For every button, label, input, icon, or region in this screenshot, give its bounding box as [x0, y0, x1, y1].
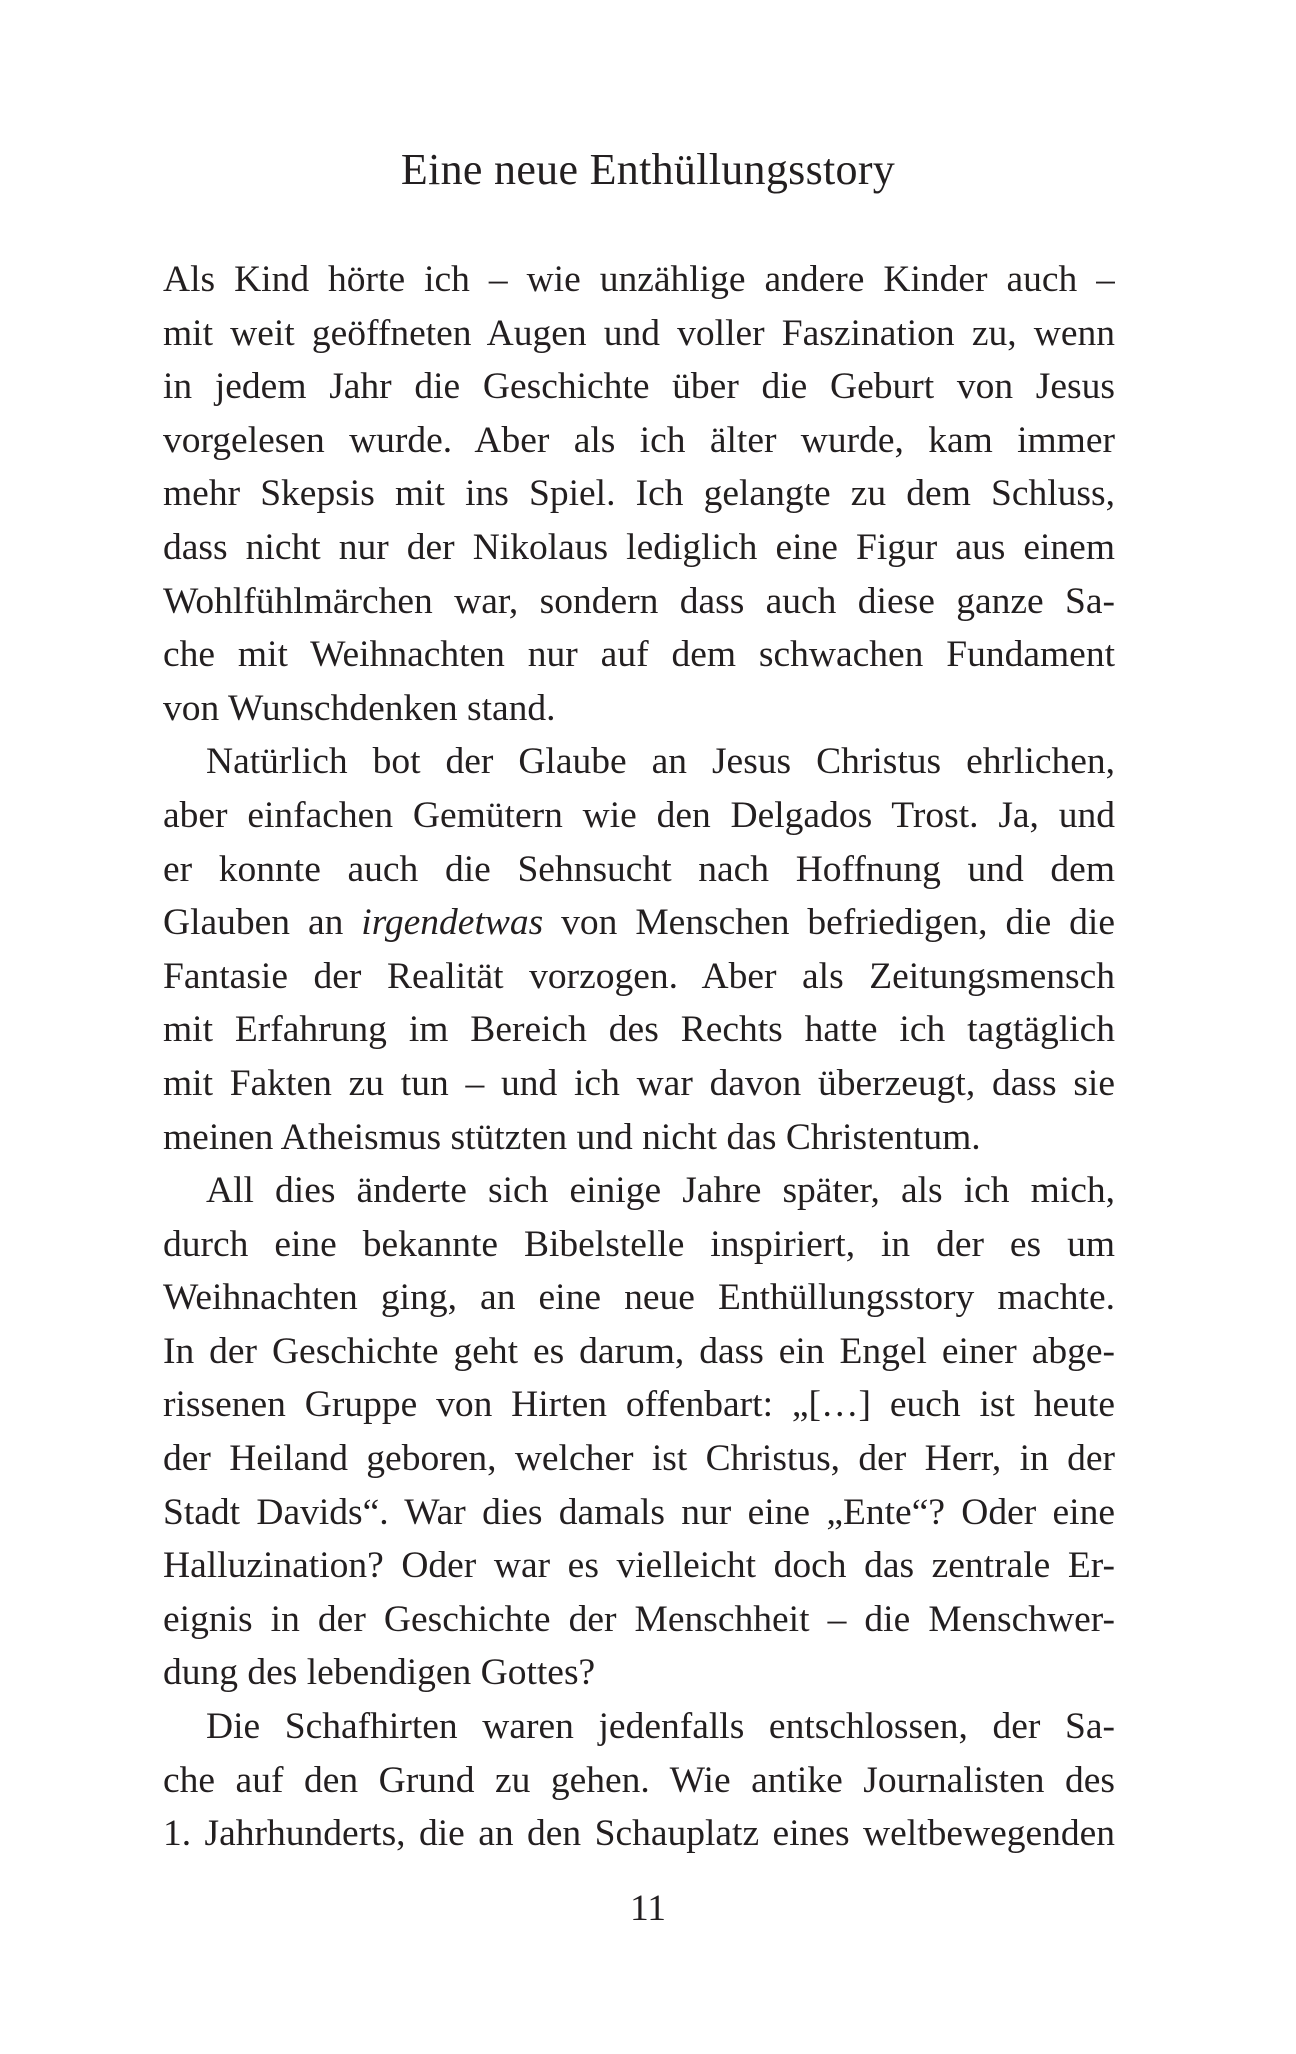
text-line: in jedem Jahr die Geschichte über die Geburt von Jesus: [163, 366, 1115, 408]
text-line: meinen Atheismus stützten und nicht das Christentum.: [163, 1116, 981, 1158]
text-line: Fantasie der Realität vorzogen. Aber als Zeitungsmensch: [163, 955, 1115, 997]
chapter-title: Eine neue Enthüllungsstory: [400, 145, 896, 194]
text-line: Als Kind hörte ich – wie unzählige andere Kinder auch –: [163, 259, 1115, 300]
text-line: der Heiland geboren, welcher ist Christus, der Herr, in der: [163, 1438, 1115, 1480]
text-segment: von Menschen befriedigen, die die: [543, 902, 1115, 944]
text-line: rissenen Gruppe von Hirten offenbart: „[…] euch ist heute: [163, 1384, 1115, 1426]
text-line: er konnte auch die Sehnsucht nach Hoffnung und dem: [163, 848, 1115, 890]
paragraph: [163, 1164, 1115, 1700]
text-segment: Glauben an: [163, 902, 362, 944]
text-line: Halluzination? Oder war es vielleicht doch das zentrale Er-: [163, 1545, 1115, 1587]
text-line: Natürlich bot der Glaube an Jesus Christus ehrlichen,: [206, 741, 1115, 783]
text-line: All dies änderte sich einige Jahre später, als ich mich,: [206, 1170, 1115, 1212]
body-text: [163, 253, 1115, 1861]
text-line: mit weit geöffneten Augen und voller Faszination zu, wenn: [163, 312, 1115, 354]
text-line: mit Fakten zu tun – und ich war davon überzeugt, dass sie: [163, 1062, 1115, 1104]
text-line: Stadt Davids“. War dies damals nur eine „Ente“? Oder eine: [163, 1491, 1115, 1533]
paragraph: [163, 735, 1115, 1164]
text-line-with-emphasis: [163, 896, 1115, 950]
text-line: mehr Skepsis mit ins Spiel. Ich gelangte zu dem Schluss,: [163, 473, 1115, 515]
text-line: Weihnachten ging, an eine neue Enthüllungsstory machte.: [163, 1277, 1115, 1319]
text-line: mit Erfahrung im Bereich des Rechts hatte ich tagtäglich: [163, 1009, 1115, 1051]
text-line: von Wunschdenken stand.: [163, 687, 556, 729]
text-line: In der Geschichte geht es darum, dass ein Engel einer abge-: [163, 1330, 1115, 1372]
text-line: durch eine bekannte Bibelstelle inspiriert, in der es um: [163, 1223, 1115, 1265]
text-line: che mit Weihnachten nur auf dem schwachen Fundament: [163, 634, 1115, 676]
page-number: 11: [629, 1888, 667, 1929]
paragraph: [163, 1700, 1115, 1861]
text-line: che auf den Grund zu gehen. Wie antike Journalisten des: [163, 1759, 1115, 1801]
text-line: Die Schafhirten waren jedenfalls entschlossen, der Sa-: [206, 1706, 1115, 1748]
text-line: dass nicht nur der Nikolaus lediglich eine Figur aus einem: [163, 526, 1115, 568]
text-line: vorgelesen wurde. Aber als ich älter wurde, kam immer: [163, 419, 1115, 461]
text-line: dung des lebendigen Gottes?: [163, 1652, 596, 1694]
emphasized-word: irgendetwas: [361, 902, 544, 944]
text-line: 1. Jahrhunderts, die an den Schauplatz eines weltbewegenden: [163, 1813, 1115, 1855]
text-line: eignis in der Geschichte der Menschheit – die Menschwer-: [163, 1598, 1115, 1640]
paragraph: [163, 253, 1115, 735]
text-line: Wohlfühlmärchen war, sondern dass auch diese ganze Sa-: [163, 580, 1115, 622]
text-line: aber einfachen Gemütern wie den Delgados Trost. Ja, und: [163, 794, 1115, 836]
